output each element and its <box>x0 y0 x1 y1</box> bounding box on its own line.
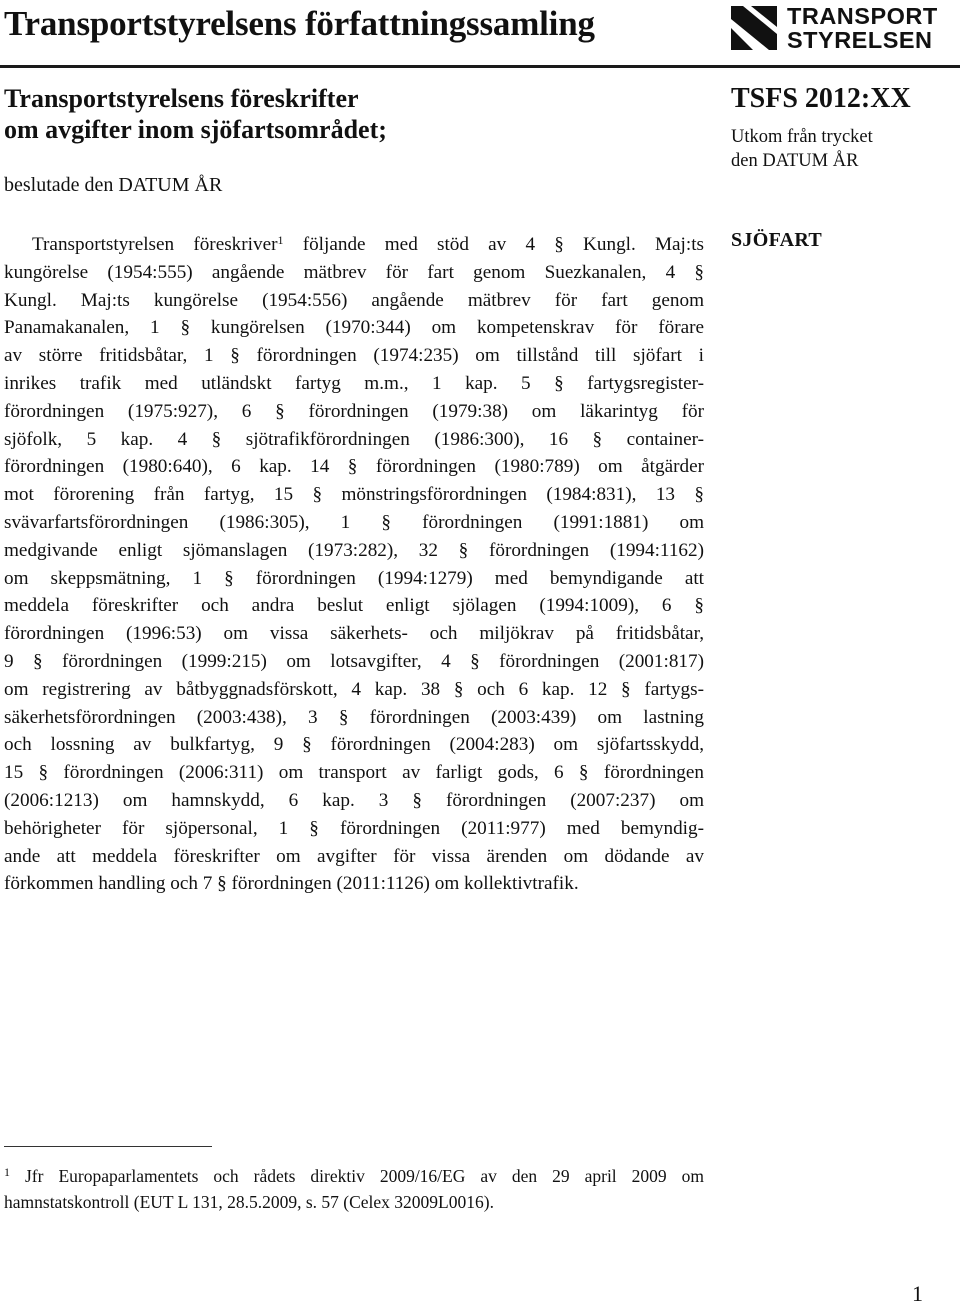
logo-word-styrelsen: STYRELSEN <box>787 27 933 53</box>
body-line: förkommen handling och 7 § förordningen (2011:1126) om kollektivtrafik. <box>4 873 579 895</box>
transportstyrelsen-logo <box>731 4 937 52</box>
footnote-marker: 1 <box>4 1165 10 1179</box>
subject-area: SJÖFART <box>731 229 823 251</box>
footnote <box>4 1163 704 1215</box>
body-line: säkerhetsförordningen (2003:438), 3 § förordningen (2003:439) om lastning <box>4 706 704 728</box>
body-line: Kungl. Maj:ts kungörelse (1954:556) angående mätbrev för fart genom <box>4 289 704 311</box>
body-line: kungörelse (1954:555) angående mätbrev för fart genom Suezkanalen, 4 § <box>4 261 704 283</box>
decision-date: beslutade den DATUM ÅR <box>4 174 223 196</box>
page-number: 1 <box>912 1281 923 1306</box>
body-line: svävarfartsförordningen (1986:305), 1 § förordningen (1991:1881) om <box>4 511 704 533</box>
publication-status-line-2: den DATUM ÅR <box>731 151 859 171</box>
tsfs-number: TSFS 2012:XX <box>731 83 911 114</box>
footnote-line: hamnstatskontroll (EUT L 131, 28.5.2009, s. 57 (Celex 32009L0016). <box>4 1192 494 1212</box>
body-line: inrikes trafik med utländskt fartyg m.m., 1 kap. 5 § fartygsregister- <box>4 372 704 394</box>
footnote-line: $^1$ Jfr Europaparlamentets och rådets direktiv 2009/16/EG av den 29 april 2009 om <box>4 1165 704 1186</box>
series-title: Transportstyrelsens författningssamling <box>4 4 595 43</box>
header-divider <box>0 65 960 68</box>
body-line: Panamakanalen, 1 § kungörelsen (1970:344) om kompetenskrav för förare <box>4 317 704 339</box>
body-line: förordningen (1980:640), 6 kap. 14 § förordningen (1980:789) om åtgärder <box>4 456 704 478</box>
body-line: ande att meddela föreskrifter om avgifter för vissa ärenden om dödande av <box>4 845 704 867</box>
transportstyrelsen-logo-mark-icon <box>731 6 777 50</box>
document-title-line-1: Transportstyrelsens föreskrifter <box>4 84 359 113</box>
body-line: av större fritidsbåtar, 1 § förordningen (1974:235) om tillstånd till sjöfart i <box>4 345 704 367</box>
body-line: om registrering av båtbyggnadsförskott, 4 kap. 38 § och 6 kap. 12 § fartygs- <box>4 678 704 700</box>
publication-status-line-1: Utkom från trycket <box>731 127 873 147</box>
body-line: medgivande enligt sjömanslagen (1973:282), 32 § förordningen (1994:1162) <box>4 539 704 561</box>
body-line: Transportstyrelsen föreskriver$^1$ följande med stöd av 4 § Kungl. Maj:ts <box>32 233 705 255</box>
body-line: 9 § förordningen (1999:215) om lotsavgifter, 4 § förordningen (2001:817) <box>4 650 704 672</box>
document-title <box>4 83 644 145</box>
body-line: meddela föreskrifter och andra beslut enligt sjölagen (1994:1009), 6 § <box>4 595 704 617</box>
body-line: (2006:1213) om hamnskydd, 6 kap. 3 § förordningen (2007:237) om <box>4 789 704 811</box>
body-line: behörigheter för sjöpersonal, 1 § förordningen (2011:977) med bemyndig- <box>4 817 704 839</box>
footnote-divider <box>4 1146 212 1147</box>
body-line: och lossning av bulkfartyg, 9 § förordningen (2004:283) om sjöfartsskydd, <box>4 734 704 756</box>
body-line: 15 § förordningen (2006:311) om transport av farligt gods, 6 § förordningen <box>4 762 704 784</box>
body-line: mot förorening från fartyg, 15 § mönstringsförordningen (1984:831), 13 § <box>4 484 704 506</box>
body-line: förordningen (1975:927), 6 § förordningen (1979:38) om läkarintyg för <box>4 400 704 422</box>
body-line: förordningen (1996:53) om vissa säkerhets- och miljökrav på fritidsbåtar, <box>4 623 704 645</box>
logo-word-transport: TRANSPORT <box>787 3 938 29</box>
footnote-reference[interactable]: 1 <box>277 233 284 247</box>
body-line: sjöfolk, 5 kap. 4 § sjötrafikförordningen (1986:300), 16 § container- <box>4 428 704 450</box>
document-title-line-2: om avgifter inom sjöfartsområdet; <box>4 115 387 144</box>
body-text <box>4 231 704 898</box>
body-line: om skeppsmätning, 1 § förordningen (1994:1279) med bemyndigande att <box>4 567 704 589</box>
